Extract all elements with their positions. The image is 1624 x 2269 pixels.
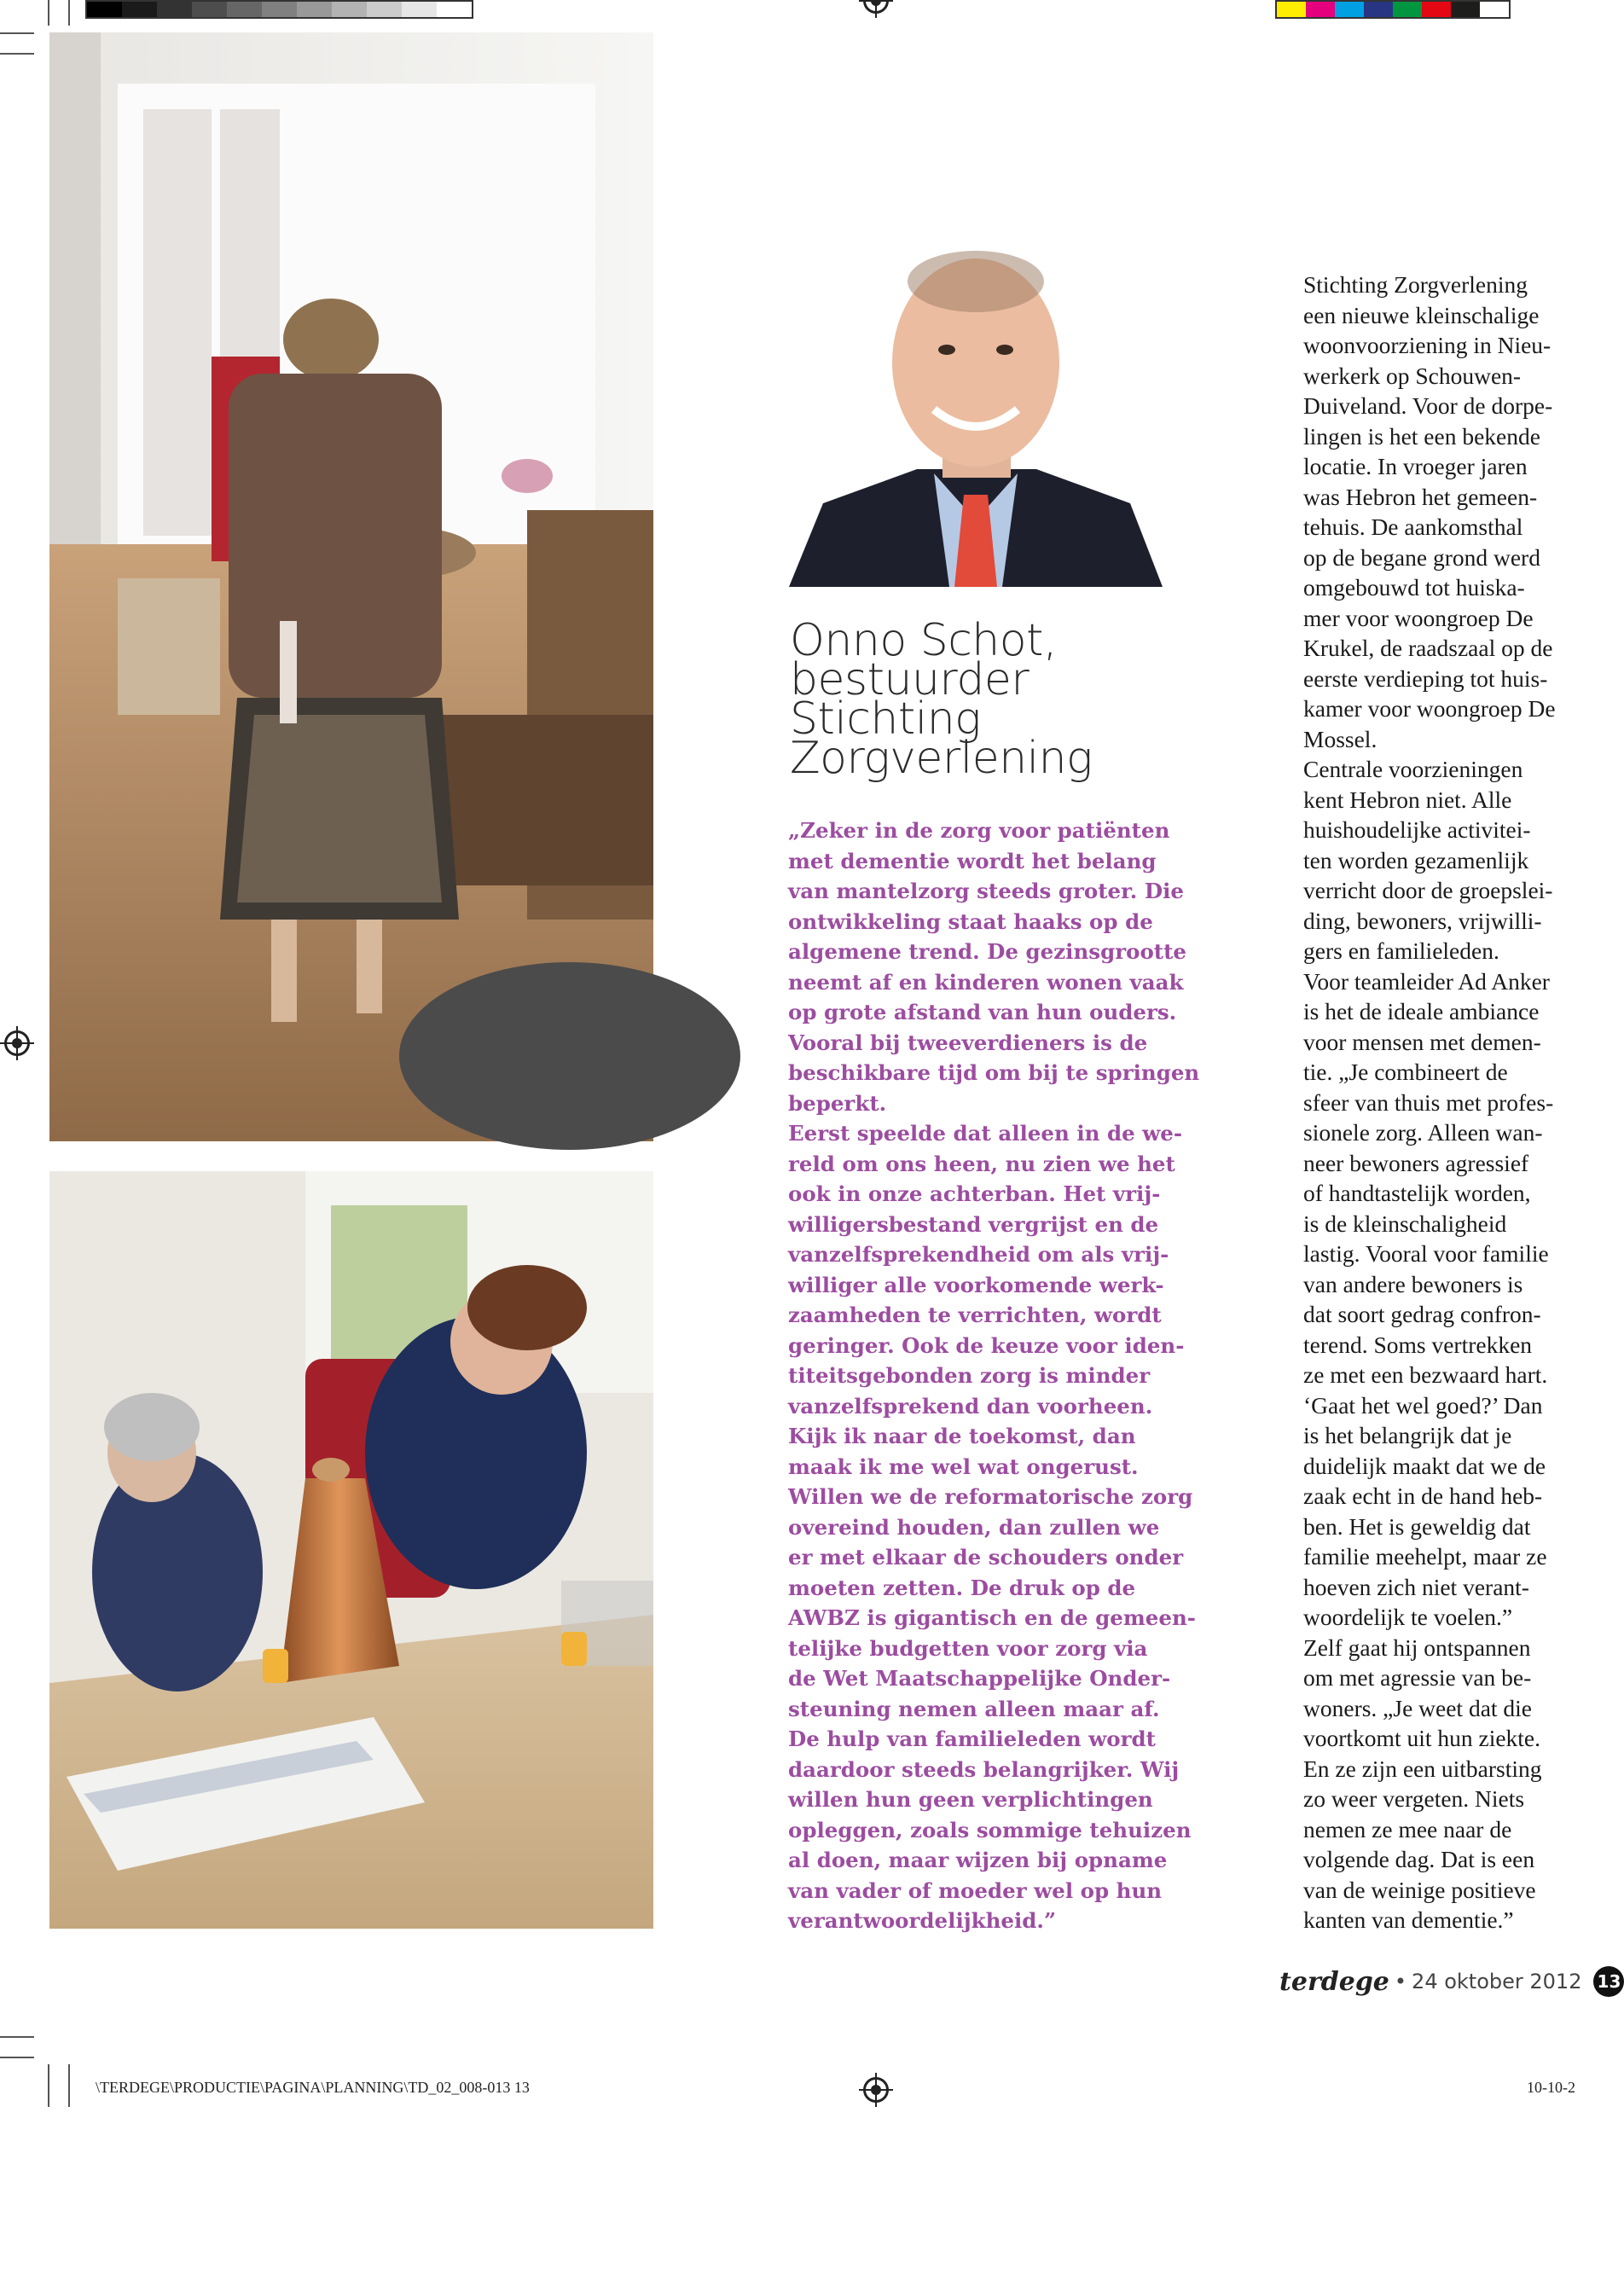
print-slug-path: \TERDEGE\PRODUCTIE\PAGINA\PLANNING\TD_02_008-013 13 xyxy=(96,2079,530,2096)
color-calibration-bar xyxy=(1275,0,1511,19)
body-line: ten worden gezamenlijk xyxy=(1303,846,1529,873)
body-line: ‘Gaat het wel goed?’ Dan xyxy=(1303,1391,1543,1419)
gray-swatch xyxy=(87,2,122,17)
photo-care-worker-walking xyxy=(49,32,653,1141)
crop-mark xyxy=(68,2064,70,2107)
body-line: lingen is het een bekende xyxy=(1303,422,1540,450)
body-line: van de weinige positieve xyxy=(1303,1876,1536,1903)
quote-line: van vader of moeder wel op hun xyxy=(788,1877,1163,1903)
body-line: mer voor woongroep De xyxy=(1303,604,1534,631)
body-line: hoeven zich niet verant- xyxy=(1303,1573,1529,1600)
heading-line: Stichting xyxy=(790,693,981,745)
body-line: neer bewoners agressief xyxy=(1303,1149,1529,1176)
body-line: duidelijk maakt dat we de xyxy=(1303,1452,1546,1479)
body-line: ben. Het is geweldig dat xyxy=(1303,1512,1531,1540)
body-line: woonvoorziening in Nieu- xyxy=(1303,332,1552,358)
color-swatch xyxy=(1306,2,1335,17)
body-line: woners. „Je weet dat die xyxy=(1303,1694,1533,1721)
body-line: omgebouwd tot huiska- xyxy=(1303,574,1525,601)
quote-line: maak ik me wel wat ongerust. xyxy=(788,1454,1139,1479)
body-line: kanten van dementie.” xyxy=(1303,1906,1514,1933)
body-line: van andere bewoners is xyxy=(1303,1270,1523,1297)
body-line: En ze zijn een uitbarsting xyxy=(1303,1755,1542,1782)
quote-line: ook in onze achterban. Het vrij- xyxy=(788,1181,1161,1206)
quote-line: zaamheden te verrichten, wordt xyxy=(788,1303,1162,1327)
body-line: kamer voor woongroep De xyxy=(1303,695,1556,722)
body-line: sfeer van thuis met profes- xyxy=(1303,1088,1554,1116)
body-line: was Hebron het gemeen- xyxy=(1303,483,1538,510)
gray-swatch xyxy=(297,2,332,17)
gray-swatch xyxy=(367,2,402,17)
body-line: sionele zorg. Alleen wan- xyxy=(1303,1119,1543,1146)
page-footer xyxy=(1279,1964,1624,1999)
grayscale-calibration-bar xyxy=(85,0,473,19)
color-swatch xyxy=(1393,2,1422,17)
quote-line: op grote afstand van hun ouders. xyxy=(788,1000,1177,1024)
gray-swatch xyxy=(332,2,367,17)
crop-mark xyxy=(0,2057,34,2058)
crop-mark xyxy=(0,2036,34,2038)
body-line: gers en familieleden. xyxy=(1303,937,1499,964)
crop-mark xyxy=(48,2064,49,2107)
quote-line: ontwikkeling staat haaks op de xyxy=(788,908,1153,934)
body-line: werkerk op Schouwen- xyxy=(1303,362,1522,389)
photo-portrait-onno-schot xyxy=(789,230,1163,587)
page-number-badge: 13 xyxy=(1593,1966,1624,1997)
body-line: verricht door de groepslei- xyxy=(1303,877,1553,903)
crop-mark xyxy=(48,0,49,26)
body-line: Zelf gaat hij ontspannen xyxy=(1303,1634,1531,1661)
quote-line: geringer. Ook de keuze voor iden- xyxy=(788,1332,1185,1358)
photo-elderly-woman-coffee xyxy=(49,1171,653,1929)
body-line: een nieuwe kleinschalige xyxy=(1303,301,1540,328)
color-swatch xyxy=(1277,2,1306,17)
quote-line: er met elkaar de schouders onder xyxy=(788,1545,1184,1570)
gray-swatch xyxy=(157,2,192,17)
quote-line: De hulp van familieleden wordt xyxy=(788,1726,1156,1751)
quote-line: titeitsgebonden zorg is minder xyxy=(788,1363,1151,1388)
body-line: is het belangrijk dat je xyxy=(1303,1422,1512,1448)
body-line: locatie. In vroeger jaren xyxy=(1303,453,1528,479)
body-line: of handtastelijk worden, xyxy=(1303,1180,1531,1206)
body-line: dat soort gedrag confron- xyxy=(1303,1301,1541,1327)
body-line: op de begane grond werd xyxy=(1303,543,1540,571)
gray-swatch xyxy=(437,2,472,17)
quote-line: Eerst speelde dat alleen in de we- xyxy=(788,1121,1183,1146)
body-line: terend. Soms vertrekken xyxy=(1303,1331,1533,1358)
gray-swatch xyxy=(192,2,227,17)
crop-mark xyxy=(68,0,70,26)
body-line: kent Hebron niet. Alle xyxy=(1303,786,1512,813)
body-line: Voor teamleider Ad Anker xyxy=(1303,967,1550,995)
quote-line: vanzelfsprekend dan voorheen. xyxy=(788,1393,1153,1419)
footer-separator: • xyxy=(1394,1970,1407,1993)
body-line: Mossel. xyxy=(1303,725,1378,752)
body-line: woordelijk te voelen.” xyxy=(1303,1604,1513,1630)
body-line: voor mensen met demen- xyxy=(1303,1028,1541,1055)
quote-line: steuning nemen alleen maar af. xyxy=(788,1696,1160,1721)
quote-line: verantwoordelijkheid.” xyxy=(788,1908,1057,1933)
body-line: tie. „Je combineert de xyxy=(1303,1059,1508,1085)
quote-line: beperkt. xyxy=(788,1090,887,1116)
color-swatch xyxy=(1364,2,1393,17)
quote-line: „Zeker in de zorg voor patiënten xyxy=(788,818,1170,843)
quote-line: al doen, maar wijzen bij opname xyxy=(788,1848,1168,1872)
crop-mark xyxy=(0,32,34,34)
gray-swatch xyxy=(402,2,437,17)
body-line: zo weer vergeten. Niets xyxy=(1303,1785,1525,1812)
quote-line: opleggen, zoals sommige tehuizen xyxy=(788,1817,1192,1842)
body-text-column xyxy=(1303,270,1576,1935)
quote-line: AWBZ is gigantisch en de gemeen- xyxy=(788,1605,1196,1630)
body-line: volgende dag. Dat is een xyxy=(1303,1846,1535,1872)
print-slug-date: 10-10-2 xyxy=(1527,2079,1575,2096)
gray-swatch xyxy=(122,2,157,17)
body-line: Stichting Zorgverlening xyxy=(1303,271,1528,298)
quote-line: Willen we de reformatorische zorg xyxy=(788,1484,1193,1509)
registration-mark-icon xyxy=(863,0,889,14)
body-line: zaak echt in de hand heb- xyxy=(1303,1483,1543,1509)
issue-date: 24 oktober 2012 xyxy=(1412,1970,1582,1993)
body-line: eerste verdieping tot huis- xyxy=(1303,664,1548,692)
quote-line: Vooral bij tweeverdieners is de xyxy=(788,1030,1148,1055)
body-line: Krukel, de raadszaal op de xyxy=(1303,635,1553,661)
quote-line: Kijk ik naar de toekomst, dan xyxy=(788,1424,1136,1448)
heading-line: bestuurder xyxy=(790,654,1030,705)
quote-line: telijke budgetten voor zorg via xyxy=(788,1635,1148,1661)
quote-line: algemene trend. De gezinsgrootte xyxy=(788,939,1187,964)
body-line: huishoudelijke activitei- xyxy=(1303,816,1531,843)
body-line: is het de ideale ambiance xyxy=(1303,998,1540,1024)
body-line: familie meehelpt, maar ze xyxy=(1303,1543,1547,1570)
color-swatch xyxy=(1480,2,1509,17)
quote-line: de Wet Maatschappelijke Onder- xyxy=(788,1666,1171,1691)
quote-line: overeind houden, dan zullen we xyxy=(788,1514,1160,1540)
body-line: is de kleinschaligheid xyxy=(1303,1210,1507,1237)
body-line: ze met een bezwaard hart. xyxy=(1303,1361,1548,1388)
body-line: ding, bewoners, vrijwilli- xyxy=(1303,907,1542,934)
quote-line: williger alle voorkomende werk- xyxy=(788,1272,1164,1297)
quote-line: reld om ons heen, nu zien we het xyxy=(788,1151,1175,1176)
article-heading xyxy=(790,615,1165,784)
quote-line: daardoor steeds belangrijker. Wij xyxy=(788,1756,1180,1782)
body-line: nemen ze mee naar de xyxy=(1303,1815,1512,1842)
gray-swatch xyxy=(262,2,297,17)
body-line: Centrale voorzieningen xyxy=(1303,756,1523,782)
quote-line: vanzelfsprekendheid om als vrij- xyxy=(788,1242,1169,1267)
heading-line: Onno Schot, xyxy=(790,615,1057,666)
registration-mark-icon xyxy=(863,2077,889,2103)
color-swatch xyxy=(1451,2,1480,17)
quote-line: moeten zetten. De druk op de xyxy=(788,1575,1136,1600)
registration-mark-icon xyxy=(4,1030,30,1056)
pull-quote xyxy=(788,815,1200,1936)
quote-line: met dementie wordt het belang xyxy=(788,848,1157,873)
quote-line: van mantelzorg steeds groter. Die xyxy=(788,879,1184,903)
magazine-brand-logo: terdege xyxy=(1279,1966,1389,1997)
color-swatch xyxy=(1335,2,1364,17)
gray-swatch xyxy=(227,2,262,17)
body-line: Duiveland. Voor de dorpe- xyxy=(1303,392,1553,419)
body-line: tehuis. De aankomsthal xyxy=(1303,514,1523,540)
quote-line: willigersbestand vergrijst en de xyxy=(788,1211,1159,1237)
quote-line: willen hun geen verplichtingen xyxy=(788,1787,1153,1812)
body-line: voortkomt uit hun ziekte. xyxy=(1303,1725,1541,1751)
crop-mark xyxy=(0,53,34,55)
heading-line: Zorgverlening xyxy=(790,733,1093,784)
body-line: lastig. Vooral voor familie xyxy=(1303,1240,1549,1267)
color-swatch xyxy=(1422,2,1451,17)
quote-line: neemt af en kinderen wonen vaak xyxy=(788,969,1184,995)
quote-line: beschikbare tijd om bij te springen xyxy=(788,1060,1200,1085)
body-line: om met agressie van be- xyxy=(1303,1664,1532,1691)
